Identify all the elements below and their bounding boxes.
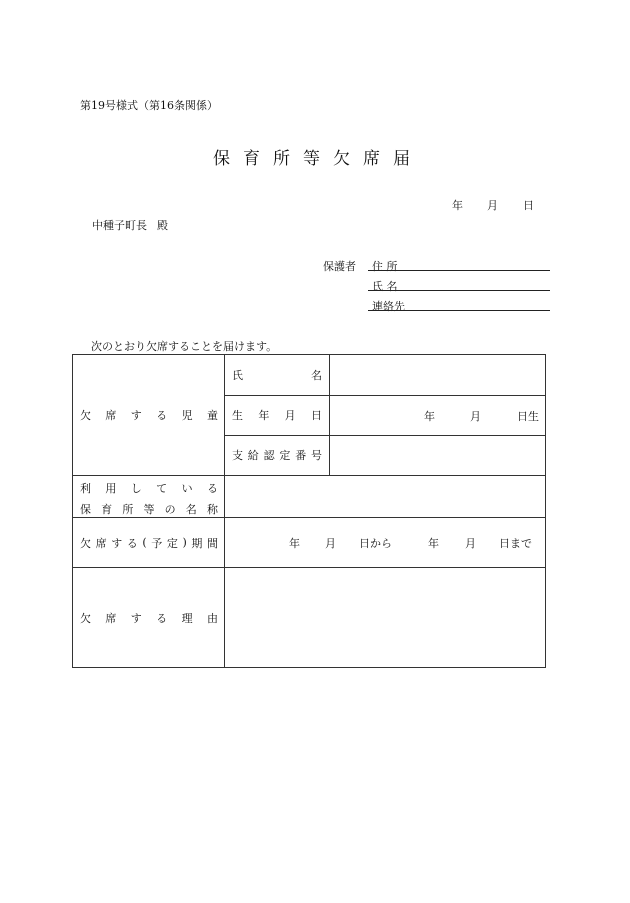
absence-table (72, 354, 546, 668)
dob-month: 月 (470, 410, 481, 423)
reason-label: 欠 席 す る 理 由 (80, 611, 218, 625)
guardian-label: 保護者 (323, 260, 356, 273)
date-year: 年 (452, 199, 463, 212)
guardian-contact-line[interactable] (368, 310, 550, 311)
facility-name-input[interactable] (225, 476, 545, 517)
period-from: 日から (359, 537, 392, 550)
addressee-name: 中種子町長 (92, 219, 147, 232)
child-dob-label: 生 年 月 日 (232, 409, 322, 422)
page-title: 保育所等欠席届 (213, 149, 423, 169)
period-year-from: 年 (289, 537, 300, 550)
guardian-contact-label: 連絡先 (372, 300, 405, 313)
dob-day: 日生 (517, 410, 539, 423)
addressee-honorific: 殿 (157, 219, 168, 232)
form-number: 第19号様式（第16条関係） (80, 99, 218, 112)
cert-number-input[interactable] (330, 436, 545, 475)
guardian-address-line[interactable] (368, 270, 550, 271)
period-year-to: 年 (428, 537, 439, 550)
child-label: 欠 席 す る 児 童 (80, 409, 218, 422)
period-label: 欠 席 す る ( 予 定 ) 期 間 (80, 536, 218, 550)
child-dob-input[interactable] (330, 396, 545, 435)
child-name-input[interactable] (330, 355, 545, 395)
child-name-label: 氏 名 (232, 368, 322, 382)
reason-input[interactable] (225, 568, 545, 667)
date-month: 月 (487, 199, 498, 212)
addressee (92, 217, 168, 233)
cert-number-label: 支 給 認 定 番 号 (232, 449, 322, 462)
guardian-name-line[interactable] (368, 290, 550, 291)
guardian-address-label: 住 所 (372, 260, 398, 273)
period-input[interactable] (225, 518, 545, 567)
intro-text: 次のとおり欠席することを届けます。 (91, 340, 278, 353)
dob-year: 年 (424, 410, 435, 423)
date-day: 日 (523, 199, 534, 212)
period-month-from: 月 (325, 537, 336, 550)
guardian-name-label: 氏 名 (372, 280, 398, 293)
facility-label: 利 用 し て い る 保 育 所 等 の 名 称 (80, 482, 218, 516)
period-to: 日まで (499, 537, 532, 550)
period-month-to: 月 (465, 537, 476, 550)
